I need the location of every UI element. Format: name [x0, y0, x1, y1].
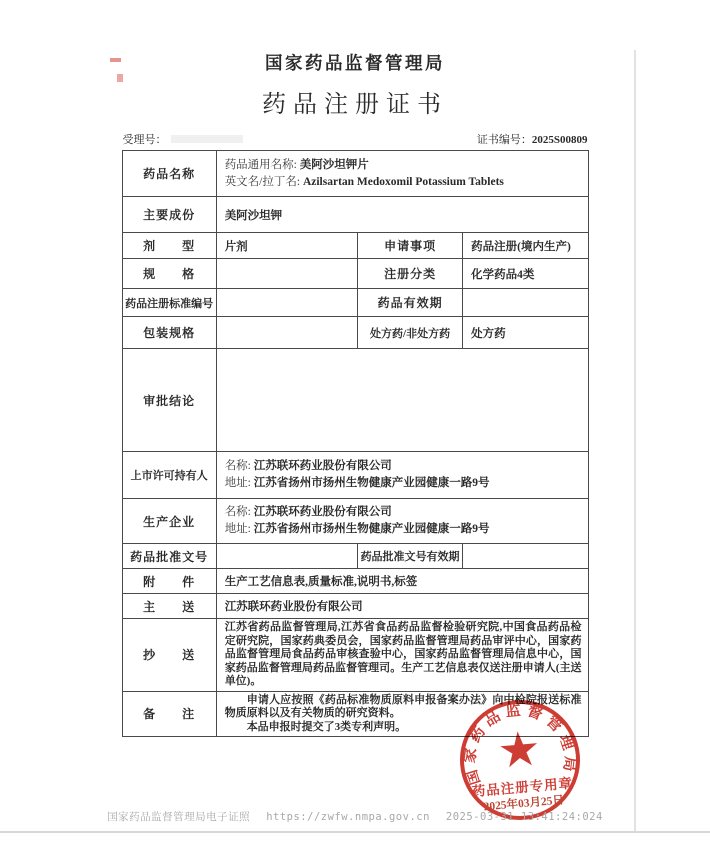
meta-row [123, 131, 588, 147]
row-license-holder [122, 452, 588, 499]
holder-name-value: 江苏联环药业股份有限公司 [253, 460, 392, 472]
row-drug-name [122, 151, 588, 197]
package-spec-label: 包装规格 [122, 317, 216, 349]
row-approval-conclusion [122, 349, 588, 452]
row-dosage-form [122, 233, 588, 259]
registration-category-label: 注册分类 [357, 259, 462, 289]
license-holder-value [216, 452, 588, 499]
footer-url: https://zwfw.nmpa.gov.cn [266, 811, 430, 823]
main-recipient-value: 江苏联环药业股份有限公司 [216, 594, 588, 619]
seal-title-text: 药品注册专用章 [471, 775, 574, 800]
row-attachments [122, 569, 588, 594]
attachments-value: 生产工艺信息表,质量标准,说明书,标签 [216, 569, 588, 594]
page-edge-vertical [634, 50, 636, 832]
document-title: 药品注册证书 [262, 92, 448, 118]
prescription-type-value: 处方药 [463, 317, 588, 349]
drug-validity-value [463, 289, 588, 317]
acceptance-number-label: 受理号： [122, 134, 167, 146]
drug-name-value [216, 151, 588, 197]
row-standard-number [122, 289, 588, 317]
row-main-ingredient [122, 197, 588, 233]
row-specification [122, 259, 588, 289]
approval-conclusion-label: 审批结论 [122, 349, 216, 452]
main-ingredient-value: 美阿沙坦钾 [216, 197, 588, 233]
holder-address-value: 江苏省扬州市扬州生物健康产业园健康一路9号 [253, 477, 490, 489]
prescription-type-label: 处方药/非处方药 [357, 317, 462, 349]
scan-artifact-mark [117, 74, 123, 82]
cc-value: 江苏省药品监督管理局,江苏省食品药品监督检验研究院,中国食品药品检定研究院，国家药典委员会，国家药品监督管理局药品审评中心，国家药品监督管理局食品药品审核查验中心，国家药品监督管理局信息中心，国家药品监督管理局药品监督管理司。生产工艺信息表仅送注册申请人(主送单位)。 [216, 619, 588, 692]
registration-category-value: 化学药品4类 [463, 259, 588, 289]
drug-validity-label: 药品有效期 [357, 289, 462, 317]
dosage-form-value: 片剂 [216, 233, 357, 259]
application-item-label: 申请事项 [357, 233, 462, 259]
row-approval-number [122, 544, 588, 569]
generic-name-label: 药品通用名称: [224, 158, 300, 171]
approval-number-value [216, 544, 357, 569]
acceptance-number [123, 131, 243, 147]
scan-artifact-mark [110, 58, 121, 62]
approval-number-validity-label: 药品批准文号有效期 [357, 544, 462, 569]
approval-number-label: 药品批准文号 [122, 544, 216, 569]
agency-name: 国家药品监督管理局 [265, 53, 445, 73]
holder-address-label: 地址: [224, 477, 254, 489]
manufacturer-label: 生产企业 [122, 499, 216, 544]
seal-arc-text: 国家药品监督管理局 [462, 702, 578, 787]
cc-label: 抄 送 [122, 619, 216, 692]
main-ingredient-label: 主要成份 [122, 197, 216, 233]
certificate-table [122, 150, 589, 737]
electronic-license-footer [0, 809, 710, 824]
remarks-line1: 申请人应按照《药品标准物质原料申报备案办法》向中检院报送标准物质原料以及有关物质的研究资料。 [224, 693, 582, 719]
attachments-label: 附 件 [122, 569, 216, 594]
row-package-spec [122, 317, 588, 349]
license-holder-label: 上市许可持有人 [122, 452, 216, 499]
holder-name-label: 名称: [224, 460, 254, 472]
manufacturer-value [216, 499, 588, 544]
standard-number-value [216, 289, 357, 317]
main-recipient-label: 主 送 [122, 594, 216, 619]
approval-number-validity-value [463, 544, 588, 569]
package-spec-value [216, 317, 357, 349]
acceptance-number-redaction [171, 135, 243, 143]
application-item-value: 药品注册(境内生产) [463, 233, 588, 259]
drug-name-label: 药品名称 [122, 151, 216, 197]
generic-name-value: 美阿沙坦钾片 [299, 158, 369, 171]
footer-label: 国家药品监督管理局电子证照 [107, 811, 251, 823]
approval-conclusion-value [216, 349, 588, 452]
manufacturer-address-label: 地址: [224, 523, 254, 535]
remarks-label: 备 注 [122, 691, 216, 737]
standard-number-label: 药品注册标准编号 [122, 289, 216, 317]
specification-value [216, 259, 357, 289]
certificate-number-label: 证书编号： [476, 134, 532, 146]
row-manufacturer [122, 499, 588, 544]
english-name-label: 英文名/拉丁名: [224, 175, 303, 188]
footer-timestamp: 2025-03-31 13:41:24:024 [445, 811, 603, 823]
english-name-value: Azilsartan Medoxomil Potassium Tablets [302, 175, 504, 188]
specification-label: 规 格 [122, 259, 216, 289]
dosage-form-label: 剂 型 [122, 233, 216, 259]
manufacturer-name-label: 名称: [224, 506, 254, 518]
manufacturer-address-value: 江苏省扬州市扬州生物健康产业园健康一路9号 [253, 523, 490, 535]
remarks-line2: 本品申报时提交了3类专利声明。 [246, 720, 407, 733]
manufacturer-name-value: 江苏联环药业股份有限公司 [253, 506, 392, 518]
certificate-number [477, 131, 588, 147]
certificate-number-value: 2025S00809 [531, 134, 588, 146]
seal-date: 2025年03月25日 [483, 794, 565, 814]
row-main-recipient [122, 594, 588, 619]
star-icon: ★ [495, 722, 543, 779]
